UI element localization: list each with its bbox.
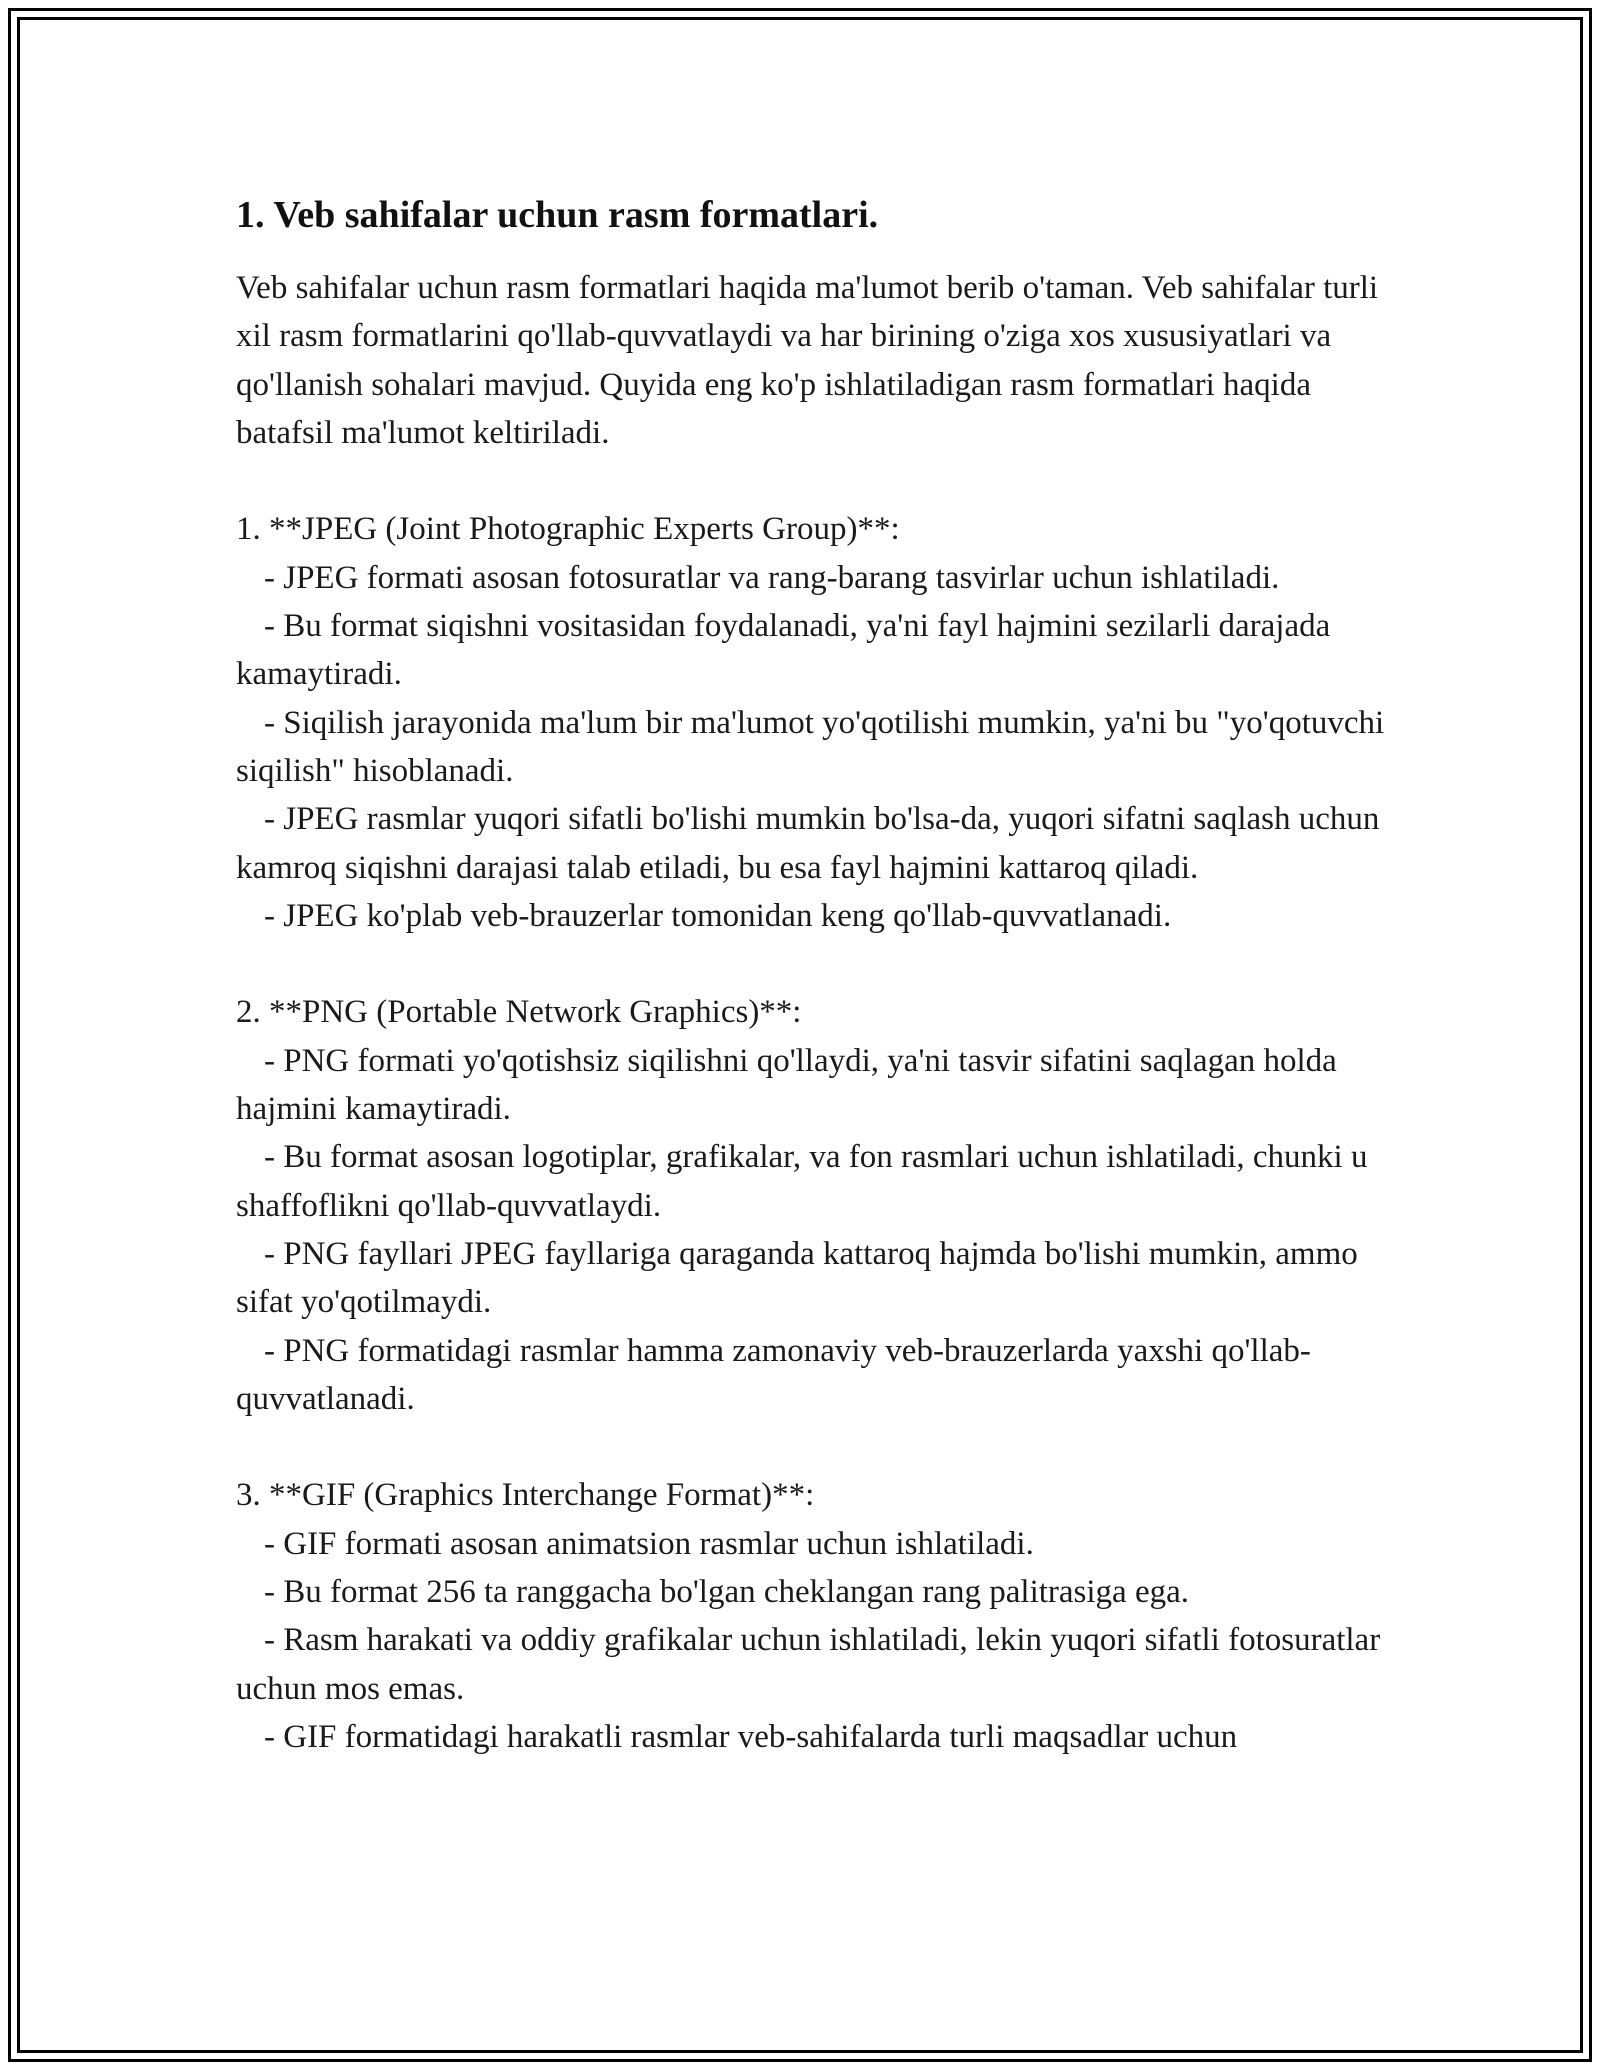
bullet-item: - Rasm harakati va oddiy grafikalar uchun ishlatiladi, lekin yuqori sifatli fotosuratlar uchun mos emas. <box>236 1622 1381 1707</box>
section-gif <box>236 1471 1416 1761</box>
bullet-item: - Bu format 256 ta ranggacha bo'lgan cheklangan rang palitrasiga ega. <box>264 1574 1189 1611</box>
intro-paragraph: Veb sahifalar uchun rasm formatlari haqida ma'lumot berib o'taman. Veb sahifalar turli xil rasm formatlarini qo'llab-quvvatlaydi va har birining o'ziga xos xususiyatlari va qo'llanish sohalari mavjud. Quyida eng ko'p ishlatiladigan rasm formatlari haqida batafsil ma'lumot keltiriladi. <box>236 270 1379 451</box>
bullet-item: - JPEG rasmlar yuqori sifatli bo'lishi mumkin bo'lsa-da, yuqori sifatni saqlash uchun kamroq siqishni darajasi talab etiladi, bu esa fayl hajmini kattaroq qiladi. <box>236 801 1380 886</box>
bullet-item: - PNG formatidagi rasmlar hamma zamonaviy veb-brauzerlarda yaxshi qo'llab-quvvatlanadi. <box>236 1332 1311 1417</box>
bullet-item: - Bu format siqishni vositasidan foydalanadi, ya'ni fayl hajmini sezilarli darajada kamaytiradi. <box>236 608 1331 693</box>
section-png <box>236 988 1416 1423</box>
document-body <box>236 188 1416 1761</box>
bullet-item: - Siqilish jarayonida ma'lum bir ma'lumot yo'qotilishi mumkin, ya'ni bu "yo'qotuvchi siqilish" hisoblanadi. <box>236 704 1385 789</box>
bullet-item: - JPEG formati asosan fotosuratlar va rang-barang tasvirlar uchun ishlatiladi. <box>264 559 1280 596</box>
section-title: 2. **PNG (Portable Network Graphics)**: <box>236 994 802 1031</box>
bullet-item: - Bu format asosan logotiplar, grafikalar, va fon rasmlari uchun ishlatiladi, chunki u shaffoflikni qo'llab-quvvatlaydi. <box>236 1139 1368 1224</box>
bullet-item: - PNG fayllari JPEG fayllariga qaraganda kattaroq hajmda bo'lishi mumkin, ammo sifat yo'qotilmaydi. <box>236 1235 1358 1321</box>
section-title: 1. **JPEG (Joint Photographic Experts Group)**: <box>236 511 900 548</box>
section-title: 3. **GIF (Graphics Interchange Format)**: <box>236 1477 815 1514</box>
bullet-item: - GIF formati asosan animatsion rasmlar uchun ishlatiladi. <box>264 1525 1034 1562</box>
bullet-item: - JPEG ko'plab veb-brauzerlar tomonidan keng qo'llab-quvvatlanadi. <box>264 897 1172 934</box>
bullet-item: - PNG formati yo'qotishsiz siqilishni qo'llaydi, ya'ni tasvir sifatini saqlagan holda hajmini kamaytiradi. <box>236 1042 1337 1128</box>
document-title: 1. Veb sahifalar uchun rasm formatlari. <box>236 194 879 236</box>
bullet-item: - GIF formatidagi harakatli rasmlar veb-sahifalarda turli maqsadlar uchun <box>264 1718 1238 1755</box>
section-jpeg <box>236 505 1416 940</box>
